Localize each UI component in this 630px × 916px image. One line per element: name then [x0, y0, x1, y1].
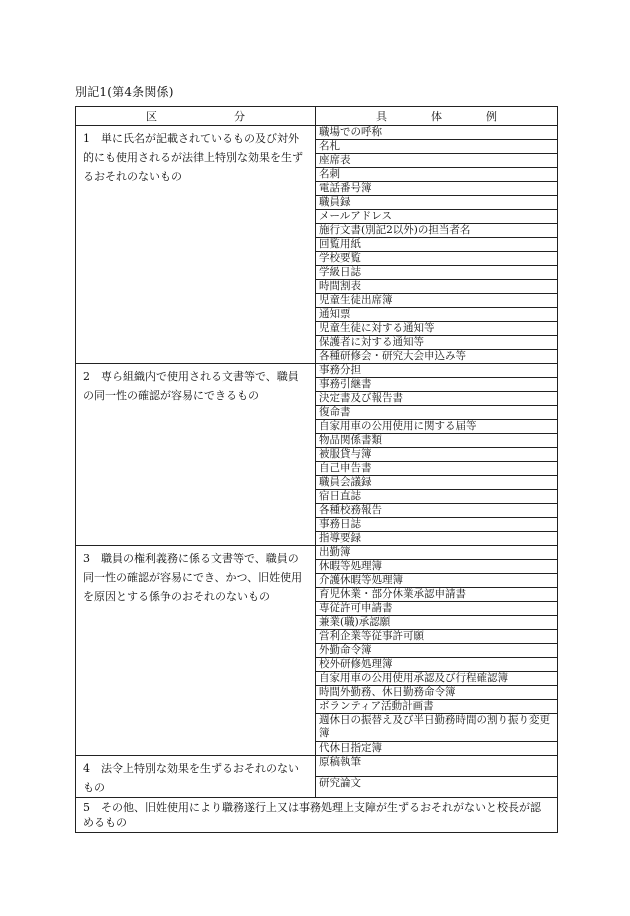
example-item: 休暇等処理簿 — [316, 560, 558, 574]
classification-table — [75, 106, 558, 833]
example-item: 出勤簿 — [316, 546, 558, 560]
example-item: 回覧用紙 — [316, 238, 558, 252]
example-item: 職員録 — [316, 196, 558, 210]
example-item: 原稿執筆 — [316, 756, 558, 777]
example-item: 名刺 — [316, 168, 558, 182]
example-item: 職員会議録 — [316, 476, 558, 490]
category-label: 3 職員の権利義務に係る文書等で、職員の同一性の確認が容易にでき、かつ、旧姓使用を原因とする係争のおそれのないもの — [76, 546, 316, 756]
example-item: 週休日の振替え及び半日勤務時間の割り振り変更簿 — [316, 714, 558, 742]
document-title: 別記1(第4条関係) — [75, 85, 174, 99]
example-item: 学校要覧 — [316, 252, 558, 266]
example-item: 自家用車の公用使用に関する届等 — [316, 420, 558, 434]
example-item: 自家用車の公用使用承認及び行程確認簿 — [316, 672, 558, 686]
example-item: 座席表 — [316, 154, 558, 168]
example-item: 被服貸与簿 — [316, 448, 558, 462]
example-item: 電話番号簿 — [316, 182, 558, 196]
example-item: 兼業(職)承認願 — [316, 616, 558, 630]
example-item: 各種研修会・研究大会申込み等 — [316, 350, 558, 364]
table-row — [76, 546, 558, 560]
table-header-row — [76, 107, 558, 126]
example-item: 学級日誌 — [316, 266, 558, 280]
example-item: 校外研修処理簿 — [316, 658, 558, 672]
example-item: 名札 — [316, 140, 558, 154]
example-item: 保護者に対する通知等 — [316, 336, 558, 350]
category-label: 2 専ら組織内で使用される文書等で、職員の同一性の確認が容易にできるもの — [76, 364, 316, 546]
category-label: 1 単に氏名が記載されているもの及び対外的にも使用されるが法律上特別な効果を生ずるおそれのないもの — [76, 126, 316, 364]
table-row — [76, 126, 558, 140]
example-item: 児童生徒出席簿 — [316, 294, 558, 308]
header-category: 区 分 — [76, 107, 316, 126]
example-item: 通知票 — [316, 308, 558, 322]
example-item: 指導要録 — [316, 532, 558, 546]
table-body — [76, 126, 558, 833]
header-examples: 具 体 例 — [316, 107, 558, 126]
example-item: 事務分担 — [316, 364, 558, 378]
category-label-5: 5 その他、旧姓使用により職務遂行上又は事務処理上支障が生ずるおそれがないと校長が認めるもの — [76, 798, 558, 833]
example-item: 宿日直誌 — [316, 490, 558, 504]
example-item: 自己申告書 — [316, 462, 558, 476]
example-item: 専従許可申請書 — [316, 602, 558, 616]
example-item: メールアドレス — [316, 210, 558, 224]
footer-row — [76, 798, 558, 833]
example-item: 復命書 — [316, 406, 558, 420]
table-row — [76, 756, 558, 777]
example-item: 決定書及び報告書 — [316, 392, 558, 406]
example-item: 代休日指定簿 — [316, 742, 558, 756]
example-item: 営利企業等従事許可願 — [316, 630, 558, 644]
example-item: 時間外勤務、休日勤務命令簿 — [316, 686, 558, 700]
example-item: 施行文書(別記2以外)の担当者名 — [316, 224, 558, 238]
example-item: 事務日誌 — [316, 518, 558, 532]
example-item: 児童生徒に対する通知等 — [316, 322, 558, 336]
example-item: 職場での呼称 — [316, 126, 558, 140]
example-item: 研究論文 — [316, 777, 558, 798]
table-row — [76, 364, 558, 378]
example-item: 各種校務報告 — [316, 504, 558, 518]
example-item: 育児休業・部分休業承認申請書 — [316, 588, 558, 602]
example-item: 外勤命令簿 — [316, 644, 558, 658]
example-item: 事務引継書 — [316, 378, 558, 392]
example-item: 時間割表 — [316, 280, 558, 294]
example-item: 物品関係書類 — [316, 434, 558, 448]
example-item: 介護休暇等処理簿 — [316, 574, 558, 588]
category-label: 4 法令上特別な効果を生ずるおそれのないもの — [76, 756, 316, 798]
example-item: ボランティア活動計画書 — [316, 700, 558, 714]
